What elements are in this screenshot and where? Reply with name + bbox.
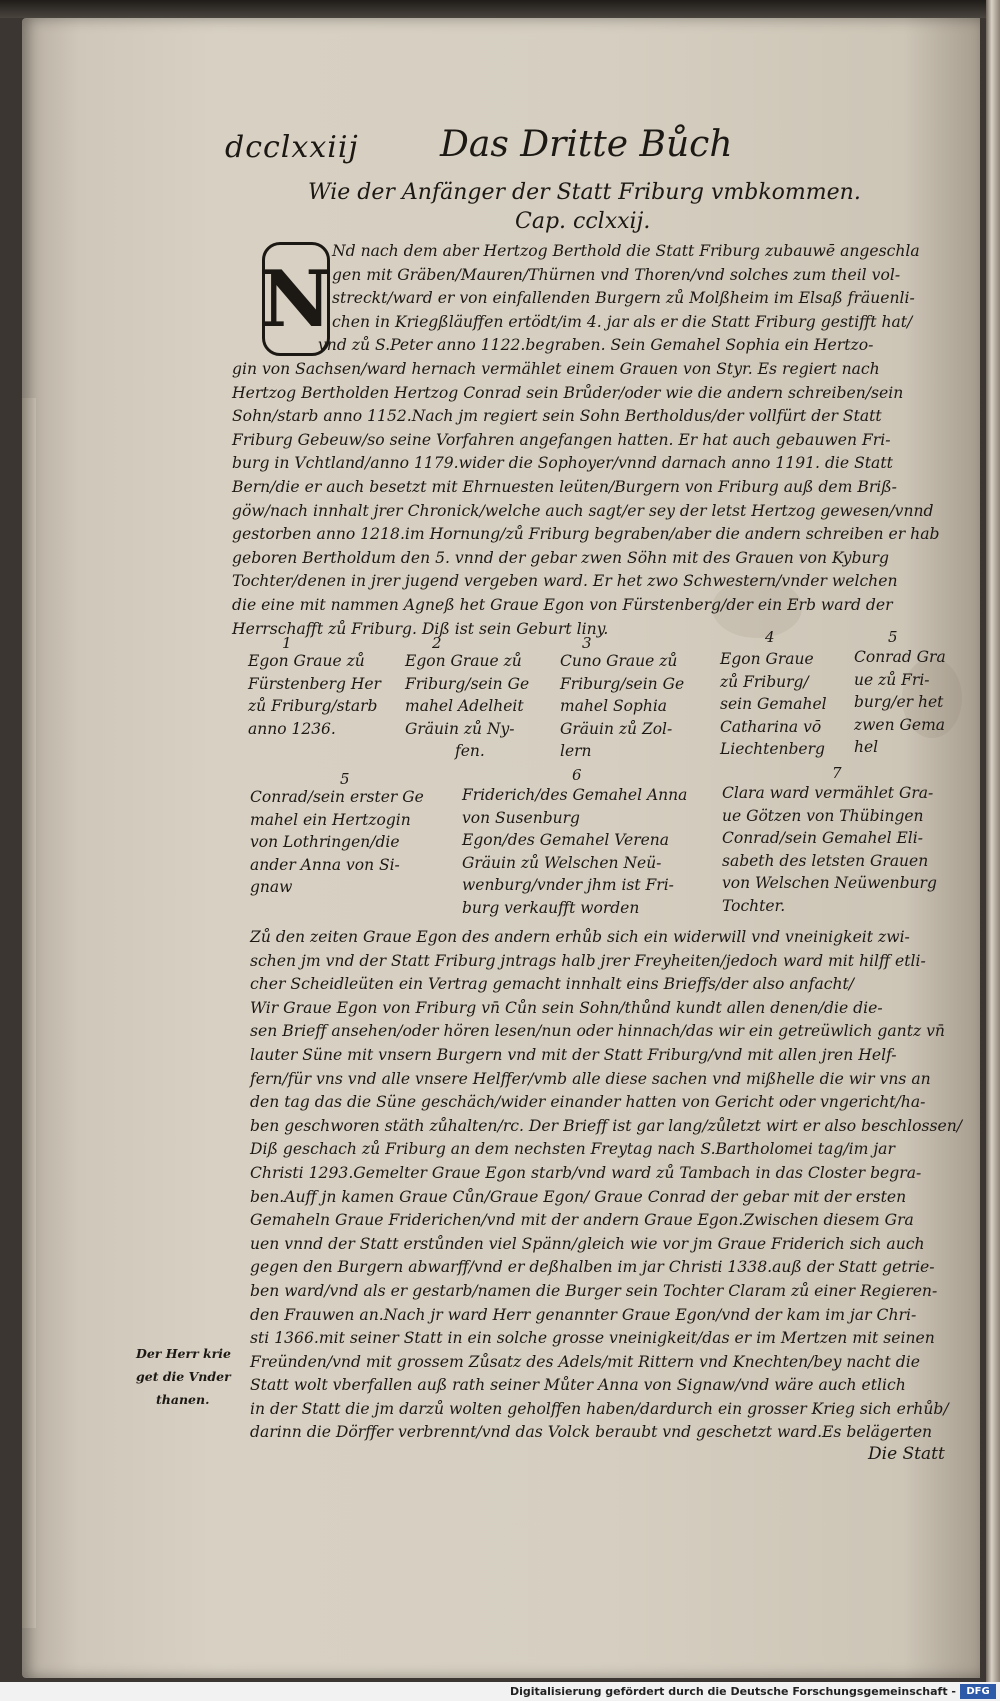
text-line: den Frauwen an.Nach jr ward Herr genannter Graue Egon/vnd der kam im jar Chri- <box>250 1305 917 1324</box>
entry-line: zů Friburg/starb <box>248 697 378 715</box>
text-line: den tag das die Süne geschäch/wider einander hatten von Gericht oder vngericht/ha- <box>250 1093 926 1112</box>
entry-line: mahel Adelheit <box>405 697 524 715</box>
entry-line: Clara ward vermählet Gra- <box>722 784 934 802</box>
entry-line: Egon/des Gemahel Verena <box>462 831 670 849</box>
entry-line: sabeth des letsten Grauen <box>722 851 929 870</box>
text-line: Sohn/starb anno 1152.Nach jm regiert sein Sohn Bertholdus/der vollfürt der Statt <box>232 407 882 426</box>
chapter-title: Wie der Anfänger der Statt Friburg vmbkommen. <box>308 180 861 205</box>
genealogy-entry <box>462 784 687 919</box>
text-line: Wir Graue Egon von Friburg vn̄ Cůn sein Sohn/thůnd kundt allen denen/die die- <box>250 998 883 1017</box>
marginal-note <box>136 1342 231 1411</box>
text-line: uen vnnd der Statt erstůnden viel Spänn/gleich wie vor jm Graue Friderich sich auch <box>250 1234 925 1253</box>
entry-line: wenburg/vnder jhm ist Fri- <box>462 876 674 894</box>
text-line: darinn die Dörffer verbrennt/vnd das Volck beraubt vnd geschetzt ward.Es belägerten <box>250 1423 933 1442</box>
entry-line: ue Götzen von Thübingen <box>722 806 924 825</box>
chapter-number: Cap. cclxxij. <box>515 209 651 234</box>
entry-line: Fürstenberg Her <box>248 674 381 693</box>
text-line: lauter Süne mit vnsern Burgern vnd mit der Statt Friburg/vnd mit allen jren Helf- <box>250 1045 897 1064</box>
text-line: Gemaheln Graue Friderichen/vnd mit der andern Graue Egon.Zwischen diesem Gra <box>250 1211 914 1230</box>
entry-line: Egon Graue <box>720 650 814 668</box>
text-line: Tochter/denen in jrer jugend vergeben ward. Er het zwo Schwestern/vnder welchen <box>232 572 898 591</box>
entry-line: fen. <box>455 742 485 760</box>
text-line: Nd nach dem aber Hertzog Berthold die Statt Friburg zubauwē angeschla <box>332 242 920 260</box>
genealogy-number: 4 <box>765 628 775 646</box>
text-line: gin von Sachsen/ward hernach vermählet einem Grauen von Styr. Es regiert nach <box>232 360 880 378</box>
entry-line: Friburg/sein Ge <box>560 674 685 693</box>
entry-line: mahel ein Hertzogin <box>250 810 411 829</box>
entry-line: burg/er het <box>854 693 944 711</box>
entry-line: hel <box>854 738 879 756</box>
genealogy-number: 1 <box>282 634 292 652</box>
running-head: Das Dritte Bůch <box>440 124 733 165</box>
text-line: Statt wolt vberfallen auß rath seiner Můter Anna von Signaw/vnd wäre auch etlich <box>250 1376 906 1395</box>
entry-line: Gräuin zů Ny- <box>405 719 515 738</box>
text-line: die eine mit nammen Agneß het Graue Egon von Fürstenberg/der ein Erb ward der <box>232 595 893 614</box>
text-line: gestorben anno 1218.im Hornung/zů Friburg begraben/aber die andern schreiben er hab <box>232 525 940 544</box>
genealogy-entry <box>405 650 529 763</box>
entry-line: von Lothringen/die <box>250 833 400 851</box>
decorated-initial: N <box>262 242 330 356</box>
entry-line: Gräuin zů Zol- <box>560 719 673 738</box>
genealogy-entry <box>854 646 946 759</box>
entry-line: sein Gemahel <box>720 695 827 713</box>
entry-line: Egon Graue zů <box>248 652 365 670</box>
entry-line: ue zů Fri- <box>854 670 930 689</box>
text-line: gen mit Gräben/Mauren/Thürnen vnd Thoren/vnd solches zum theil vol- <box>332 265 901 284</box>
text-line: göw/nach innhalt jrer Chronick/welche auch sagt/er sey der letst Hertzog gewesen/vnnd <box>232 501 934 520</box>
text-line: streckt/ward er von einfallenden Burgern zů Molßheim im Elsaß fräuenli- <box>332 289 915 308</box>
text-line: ben.Auff jn kamen Graue Cůn/Graue Egon/ Graue Conrad der gebar mit der ersten <box>250 1187 907 1206</box>
entry-line: Gräuin zů Welschen Neü- <box>462 853 662 872</box>
entry-line: Liechtenberg <box>720 740 825 758</box>
text-line: Freünden/vnd mit grossem Zůsatz des Adels/mit Rittern vnd Knechten/bey nacht die <box>250 1352 920 1371</box>
entry-line: Friburg/sein Ge <box>405 674 530 693</box>
entry-line: Conrad/sein erster Ge <box>250 788 424 806</box>
folio-number: dcclxxiij <box>225 130 359 165</box>
genealogy-entry <box>560 650 684 763</box>
marginal-line: get die Vnder <box>136 1369 231 1384</box>
entry-line: ander Anna von Si- <box>250 855 400 874</box>
entry-line: Egon Graue zů <box>405 652 522 670</box>
text-line: Zů den zeiten Graue Egon des andern erhůb sich ein widerwill vnd vneinigkeit zwi- <box>250 928 910 946</box>
text-line: ben ward/vnd als er gestarb/namen die Burger sein Tochter Claram zů einer Regieren- <box>250 1281 938 1300</box>
text-line: sti 1366.mit seiner Statt in ein solche grosse vneinigkeit/das er im Mertzen mit seinen <box>250 1329 935 1348</box>
text-line: fern/für vns vnd alle vnsere Helffer/vmb alle diese sachen vnd mißhelle die wir vns an <box>250 1069 931 1088</box>
marginal-line: thanen. <box>156 1392 210 1407</box>
genealogy-number: 3 <box>582 634 592 652</box>
text-line: Hertzog Bertholden Hertzog Conrad sein Brůder/oder wie die andern schreiben/sein <box>232 383 904 402</box>
text-line: geboren Bertholdum den 5. vnnd der gebar zwen Söhn mit des Grauen von Kyburg <box>232 548 889 567</box>
genealogy-number: 7 <box>832 764 842 782</box>
book-fore-edge <box>986 0 1000 1682</box>
text-line: cher Scheidleüten ein Vertrag gemacht innhalt eins Brieffs/der also anfacht/ <box>250 975 855 994</box>
genealogy-entry <box>720 648 827 761</box>
text-line: Herrschafft zů Friburg. Diß ist sein Geburt liny. <box>232 619 609 638</box>
genealogy-entry <box>250 786 424 899</box>
text-line: schen jm vnd der Statt Friburg jntrags halb jrer Freyheiten/jedoch ward mit hilff etli- <box>250 951 926 970</box>
text-line: ben geschworen stäth zůhalten/rc. Der Brieff ist gar lang/zůletzt wirt er also beschlossen/ <box>250 1116 963 1135</box>
genealogy-number: 6 <box>572 766 582 784</box>
genealogy-entry <box>248 650 381 740</box>
paragraph-two <box>250 926 962 1445</box>
genealogy-entry <box>722 782 937 917</box>
text-line: gegen den Burgern abwarff/vnd er deßhalben im jar Christi 1338.auß der Statt getrie- <box>250 1258 935 1277</box>
text-line: in der Statt die jm darzů wolten geholffen haben/dardurch ein grosser Krieg sich erhůb/ <box>250 1399 949 1418</box>
opening-lines <box>332 240 920 334</box>
genealogy-number: 5 <box>888 628 898 646</box>
funding-credit: Digitalisierung gefördert durch die Deutsche Forschungsgemeinschaft - <box>509 1685 956 1698</box>
page-gutter <box>22 398 36 1628</box>
entry-line: anno 1236. <box>248 719 336 738</box>
entry-line: mahel Sophia <box>560 697 668 715</box>
text-line: Diß geschach zů Friburg an dem nechsten Freytag nach S.Bartholomei tag/im jar <box>250 1140 895 1159</box>
entry-line: Conrad/sein Gemahel Eli- <box>722 829 923 847</box>
entry-line: lern <box>560 742 592 760</box>
opening-line-5: vnd zů S.Peter anno 1122.begraben. Sein Gemahel Sophia ein Hertzo- <box>318 336 874 354</box>
entry-line: von Welschen Neüwenburg <box>722 874 937 892</box>
genealogy-number: 5 <box>340 770 350 788</box>
entry-line: Catharina vō <box>720 717 822 736</box>
paragraph-one <box>232 358 939 641</box>
entry-line: Friderich/des Gemahel Anna <box>462 786 688 804</box>
entry-line: zwen Gema <box>854 715 946 734</box>
entry-line: burg verkaufft worden <box>462 898 640 917</box>
text-line: Christi 1293.Gemelter Graue Egon starb/vnd ward zů Tambach in das Closter begra- <box>250 1163 922 1182</box>
text-line: sen Brieff ansehen/oder hören lesen/nun oder hinnach/das wir ein getreüwlich gantz vn̄ <box>250 1022 945 1041</box>
entry-line: gnaw <box>250 878 293 896</box>
entry-line: Tochter. <box>722 896 786 915</box>
text-line: Friburg Gebeuw/so seine Vorfahren angefangen hatten. Er hat auch gebauwen Fri- <box>232 430 891 449</box>
catchword: Die Statt <box>868 1444 945 1464</box>
entry-line: zů Friburg/ <box>720 672 809 691</box>
scan-top-edge <box>0 0 1000 18</box>
marginal-line: Der Herr krie <box>136 1346 231 1361</box>
text-line: burg in Vchtland/anno 1179.wider die Sophoyer/vnnd darnach anno 1191. die Statt <box>232 454 893 473</box>
text-line: Bern/die er auch besetzt mit Ehrnuesten leüten/Burgern von Friburg auß dem Briß- <box>232 477 897 496</box>
genealogy-number: 2 <box>432 634 442 652</box>
dfg-logo[interactable]: DFG <box>960 1684 996 1699</box>
entry-line: von Susenburg <box>462 808 580 827</box>
entry-line: Cuno Graue zů <box>560 652 678 670</box>
text-line: chen in Kriegßläuffen ertödt/im 4. jar als er die Statt Friburg gestifft hat/ <box>332 312 913 331</box>
entry-line: Conrad Gra <box>854 648 946 666</box>
